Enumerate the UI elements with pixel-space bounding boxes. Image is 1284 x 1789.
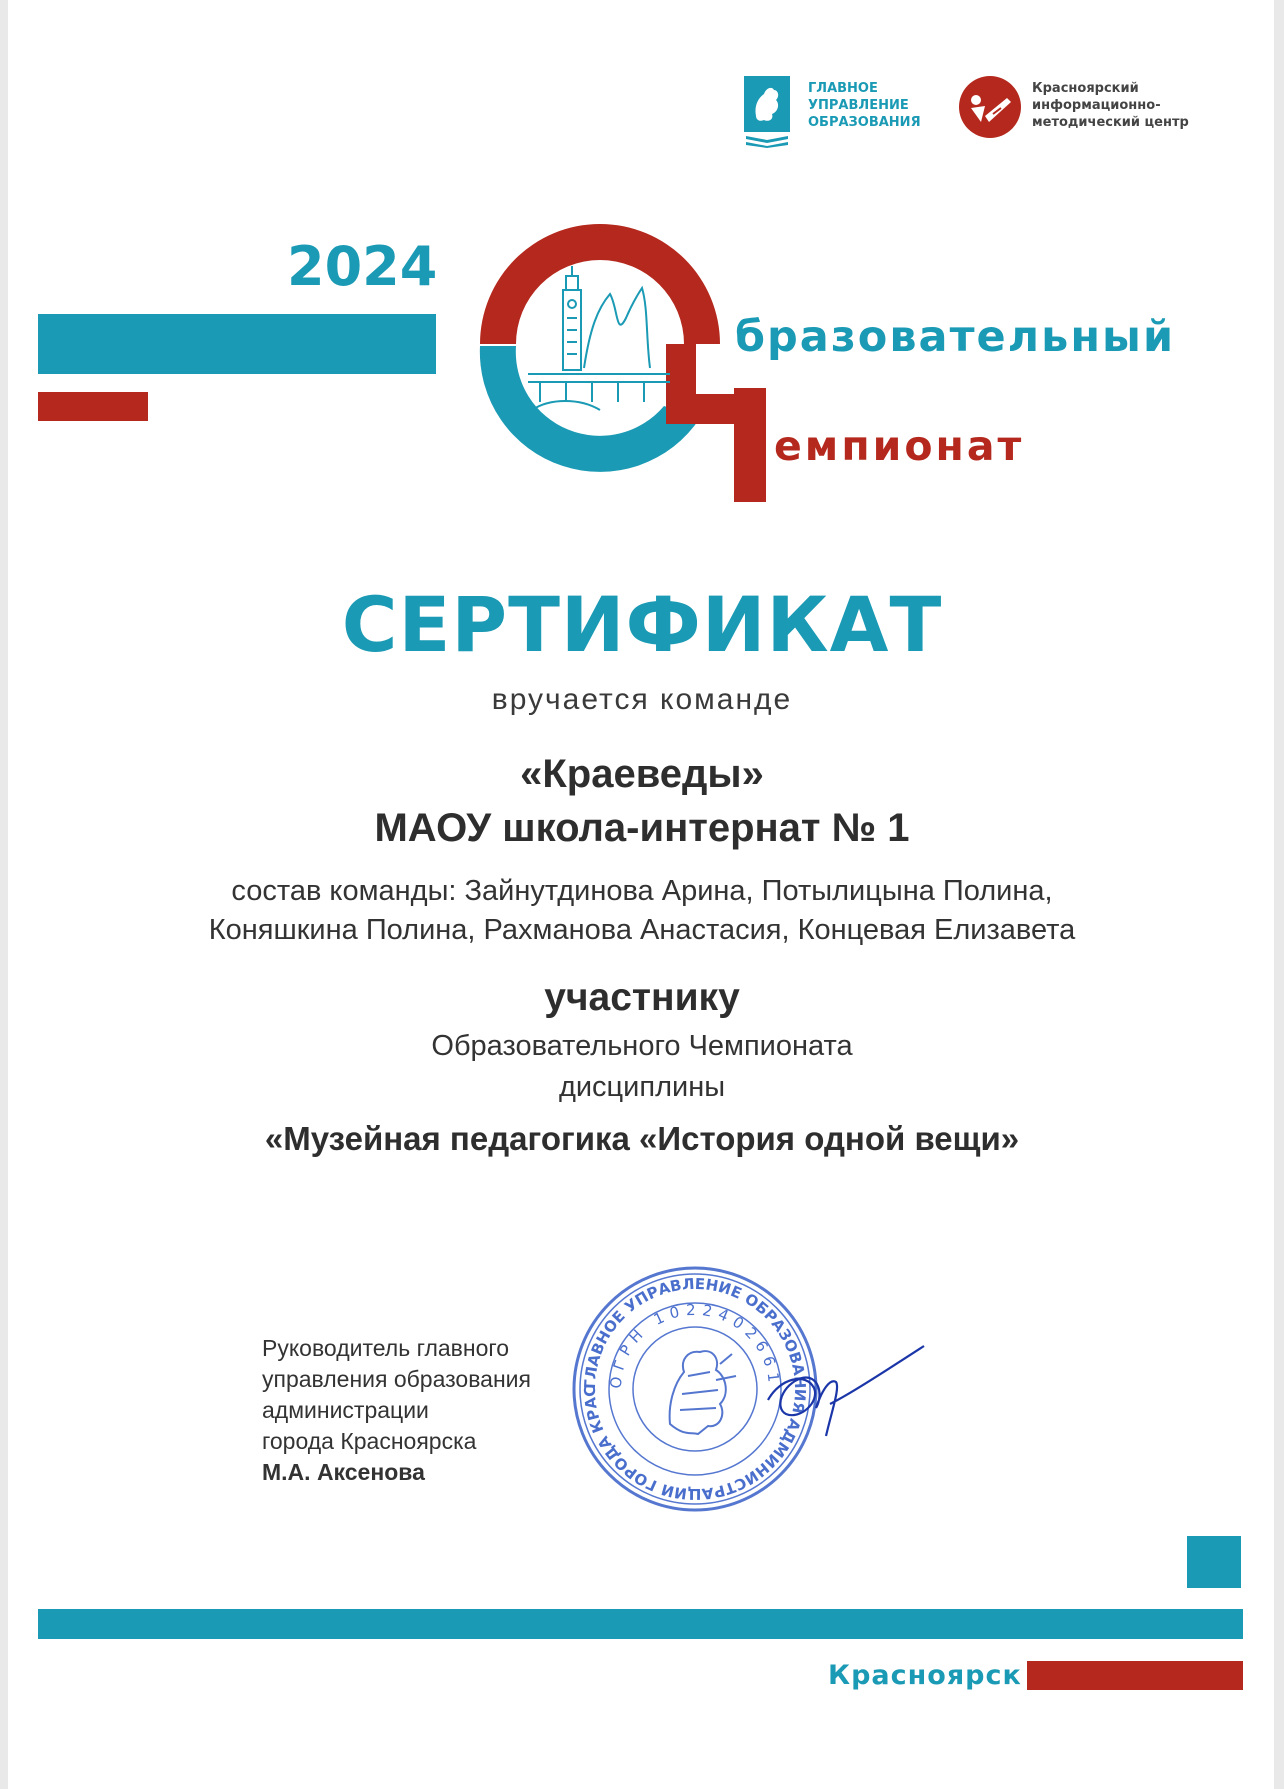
championship-emblem [470,218,770,502]
awarded-to-label: вручается команде [491,683,793,716]
signatory-title-line: Руководитель главного [262,1335,510,1361]
stamp-inner-text: ОГРН 1022402661 [606,1300,784,1390]
methodical-center-logo-text [1032,80,1189,131]
education-department-logo-text [808,80,921,131]
participant-role: участнику [544,976,740,1019]
signatory-title-line: города Красноярска [262,1428,477,1454]
decor-bar-red-top [38,392,148,421]
logo-left-line: ГЛАВНОЕ [808,81,878,96]
logo-left-line: УПРАВЛЕНИЕ [808,98,909,113]
year-label: 2024 [287,235,438,298]
decor-square-teal [1187,1536,1241,1588]
emblem-word-championship: емпионат [774,422,1025,470]
handwritten-signature [760,1338,930,1448]
certificate-title: СЕРТИФИКАТ [341,580,943,669]
decor-bar-teal-bottom [38,1609,1243,1639]
logo-right-line: методический центр [1032,115,1189,130]
footer-city: Красноярск [828,1660,1022,1691]
event-name-line: дисциплины [558,1071,726,1103]
team-members-line: состав команды: Зайнутдинова Арина, Потылицына Полина, [231,875,1053,907]
signatory-title-line: управления образования [262,1366,531,1392]
logo-left-line: ОБРАЗОВАНИЯ [808,115,921,130]
logo-right-line: Красноярский [1032,81,1139,96]
discipline-name: «Музейная педагогика «История одной вещи» [264,1120,1020,1157]
methodical-center-logo [959,76,1021,138]
logo-right-line: информационно- [1032,98,1161,113]
signatory-name: М.А. Аксенова [262,1459,425,1485]
decor-bar-red-bottom [1027,1661,1243,1690]
team-name: «Краеведы» [520,752,764,796]
school-name: МАОУ школа-интернат № 1 [374,806,910,850]
signatory-block [262,1333,531,1488]
decor-bar-teal-top [38,314,436,374]
team-members-line: Коняшкина Полина, Рахманова Анастасия, Концевая Елизавета [208,914,1076,946]
signatory-title-line: администрации [262,1397,429,1423]
emblem-word-educational: бразовательный [735,312,1176,362]
stamp-outer-text: ГЛАВНОЕ УПРАВЛЕНИЕ ОБРАЗОВАНИЯ АДМИНИСТРАЦИИ ГОРОДА КРАС [580,1274,810,1504]
education-department-logo [744,76,792,148]
event-name-line: Образовательного Чемпионата [431,1030,853,1062]
